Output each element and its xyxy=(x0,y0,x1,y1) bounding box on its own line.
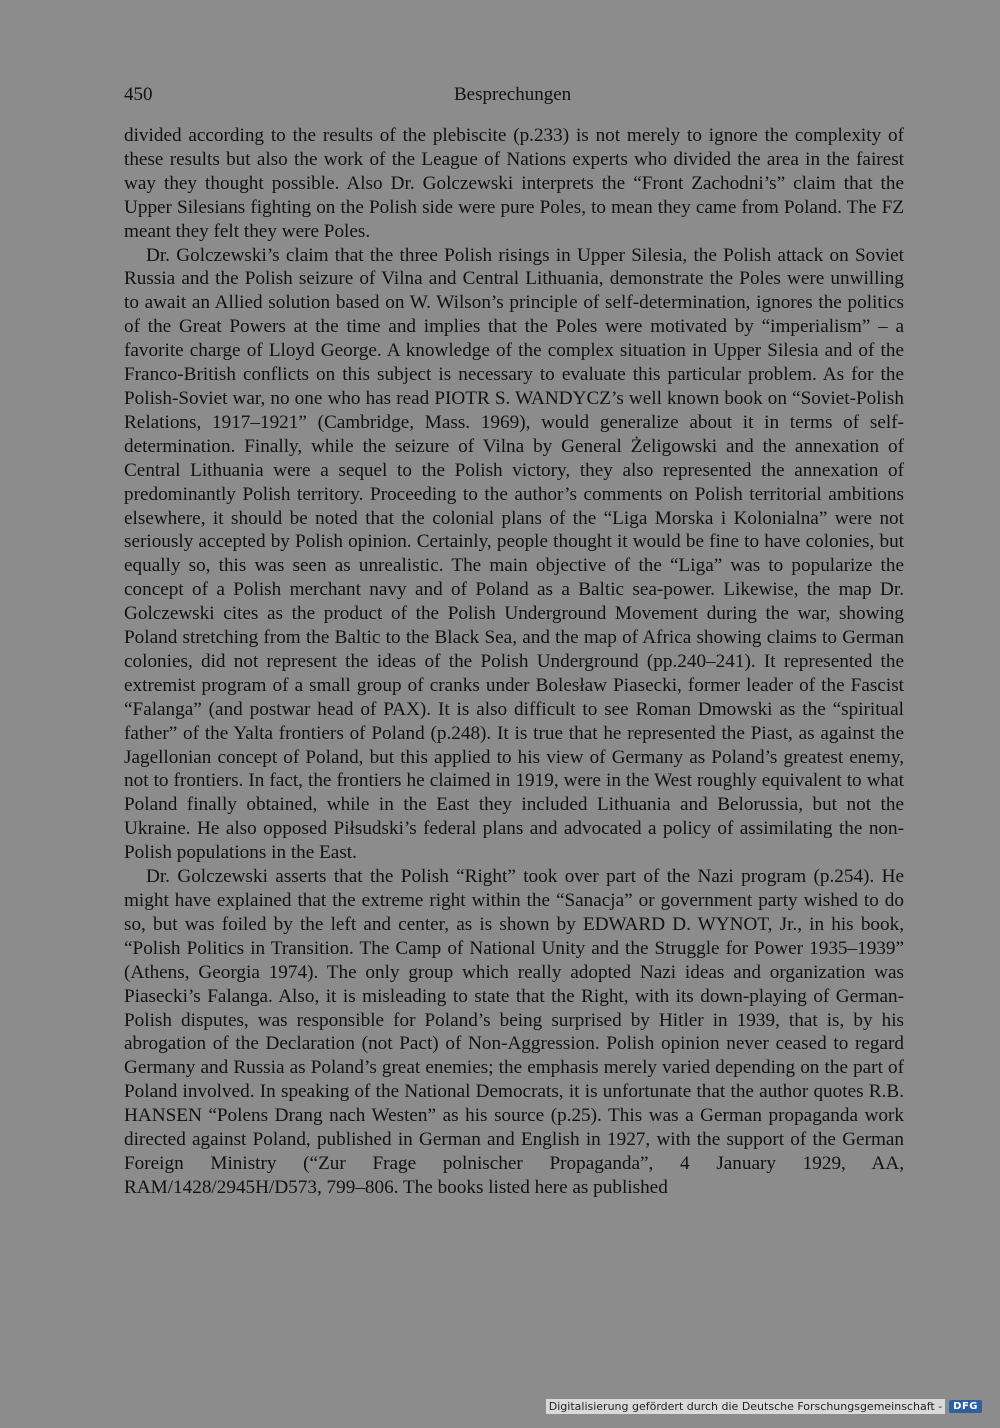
paragraph-3: Dr. Golczewski asserts that the Polish “Right” took over part of the Nazi program (p.254). He might have explained that the extreme right within the “Sanacja” or government party wished to do so, but was foiled by the left and center, as is shown by EDWARD D. WYNOT, Jr., in his book, “Polish Politics in Transition. The Camp of National Unity and the Struggle for Power 1935–1939” (Athens, Georgia 1974). The only group which really adopted Nazi ideas and organization was Piasecki’s Falanga. Also, it is misleading to state that the Right, with its down-playing of German-Polish disputes, was responsible for Poland’s being surprised by Hitler in 1939, that is, by his abrogation of the Declaration (not Pact) of Non-Aggression. Polish opinion never ceased to regard Germany and Russia as Poland’s great enemies; the emphasis merely varied depending on the part of Poland involved. In speaking of the National Democrats, it is unfortunate that the author quotes R.B. HANSEN “Polens Drang nach Westen” as his source (p.25). This was a German propaganda work directed against Poland, published in German and English in 1927, with the support of the German Foreign Ministry (“Zur Frage polnischer Propaganda”, 4 January 1929, AA, RAM/1428/2945H/D573, 799–806. The books listed here as published xyxy=(124,866,904,1198)
page-header xyxy=(124,84,904,110)
paragraph-2: Dr. Golczewski’s claim that the three Polish risings in Upper Silesia, the Polish attack on Soviet Russia and the Polish seizure of Vilna and Central Lithuania, demonstrate the Poles were unwilling to await an Allied solution based on W. Wilson’s principle of self-determination, ignores the politics of the Great Powers at the time and implies that the Poles were motivated by “imperialism” – a favorite charge of Lloyd George. A knowledge of the complex situation in Upper Silesia and of the Franco-British conflicts on this subject is necessary to evaluate this particular problem. As for the Polish-Soviet war, no one who has read PIOTR S. WANDYCZ’s well known book on “Soviet-Polish Relations, 1917–1921” (Cambridge, Mass. 1969), would generalize about it in terms of self-determination. Finally, while the seizure of Vilna by General Żeligowski and the annexation of Central Lithuania were a sequel to the Polish victory, they also represented the annexation of predominantly Polish territory. Proceeding to the author’s comments on Polish territorial ambitions elsewhere, it should be noted that the colonial plans of the “Liga Morska i Kolonialna” were not seriously accepted by Polish opinion. Certainly, people thought it would be fine to have colonies, but equally so, this was seen as unrealistic. The main objective of the “Liga” was to popularize the concept of a Polish merchant navy and of Poland as a Baltic sea-power. Likewise, the map Dr. Golczewski cites as the product of the Polish Underground Movement during the war, showing Poland stretching from the Baltic to the Black Sea, and the map of Africa showing claims to German colonies, did not represent the ideas of the Polish Underground (pp.240–241). It represented the extremist program of a small group of cranks under Bolesław Piasecki, former leader of the Fascist “Falanga” (and postwar head of PAX). It is also difficult to see Roman Dmowski as the “spiritual father” of the Yalta frontiers of Poland (p.248). It is true that he represented the Piast, as against the Jagellonian concept of Poland, but this applied to his view of Germany as Poland’s greatest enemy, not to frontiers. In fact, the frontiers he claimed in 1919, were in the West roughly equivalent to what Poland finally obtained, while in the East they included Lithuania and Belorussia, but not the Ukraine. He also opposed Piłsudski’s federal plans and advocated a policy of assimilating the non-Polish populations in the East. xyxy=(124,244,904,864)
footer-credit: Digitalisierung gefördert durch die Deutsche Forschungsgemeinschaft - xyxy=(546,1399,945,1414)
dfg-logo-icon: DFG xyxy=(949,1400,982,1413)
body-text xyxy=(124,124,904,1200)
digitization-footer xyxy=(546,1399,982,1414)
running-head: Besprechungen xyxy=(454,84,572,105)
paragraph-1: divided according to the results of the plebiscite (p.233) is not merely to ignore the complexity of these results but also the work of the League of Nations experts who divided the area in the fairest way they thought possible. Also Dr. Golczewski interprets the “Front Zachodni’s” claim that the Upper Silesians fighting on the Polish side were pure Poles, to mean they came from Poland. The FZ meant they felt they were Poles. xyxy=(124,125,904,242)
page-number: 450 xyxy=(124,84,153,105)
